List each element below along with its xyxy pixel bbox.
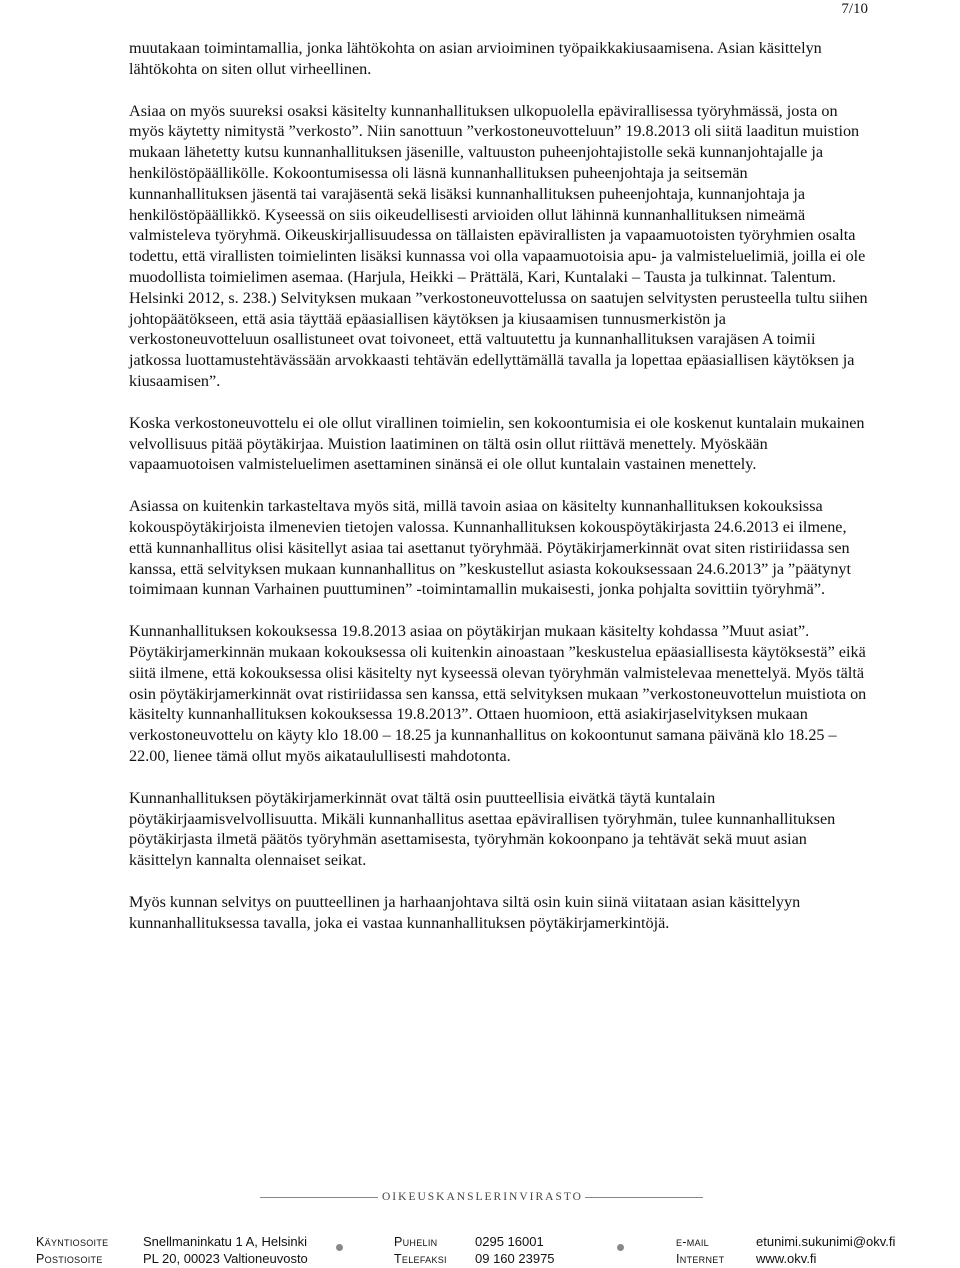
paragraph-5: Kunnanhallituksen kokouksessa 19.8.2013 asiaa on pöytäkirjan mukaan käsitelty kohdassa ”Muut asiat”. Pöytäkirjamerkinnän mukaan kokouksessa oli kuitenkin ainoastaan ”keskustelua epäasiallisesta käytöksestä” eikä siitä ilmene, että kokouksessa olisi käsitelty nyt kyseessä olevan työryhmän valmistelevaa menettelyä. Myös tältä osin pöytäkirjamerkinnät ovat ristiriidassa sen kanssa, että selvityksen mukaan ”verkostoneuvottelun muistiota on käsitelty kunnanhallituksen kokouksessa 19.8.2013”. Ottaen huomioon, että asiakirjaselvityksen mukaan verkostoneuvottelu on käyty klo 18.00 – 18.25 ja kunnanhallitus on kokoontunut samana päivänä klo 18.25 – 22.00, lienee tämä ollut myös aikataulullisesti mahdotonta. [129,622,867,765]
paragraph-1: muutakaan toimintamallia, jonka lähtökohta on asian arvioiminen työpaikkakiusaamisena. Asian käsittelyn lähtökohta on siten ollut virheellinen. [129,39,822,78]
document-body [129,38,869,954]
paragraph-2: Asiaa on myös suureksi osaksi käsitelty kunnanhallituksen ulkopuolella epävirallisessa työryhmässä, josta on myös käytetty nimitystä ”verkosto”. Niin sanottuun ”verkostoneuvotteluun” 19.8.2013 oli siitä laaditun muistion mukaan lähetetty kutsu kunnanhallituksen jäsenille, valtuuston puheenjohtajistolle sekä kunnanjohtajalle ja henkilöstöpäällikölle. Kokoontumisessa oli läsnä kunnanhallituksen puheenjohtaja ja seitsemän kunnanhallituksen jäsentä tai varajäsentä sekä lisäksi kunnanhallituksen puheenjohtaja, kunnanjohtaja ja henkilöstöpäällikkö. Kyseessä on siis oikeudellisesti arvioiden ollut lähinnä kunnanhallituksen nimeämä valmisteleva työryhmä. Oikeuskirjallisuudessa on tällaisten epävirallisten ja vapaamuotoisten työryhmien osalta todettu, että virallisten toimielinten lisäksi kunnassa voi olla vapaamuotoisia apu- ja valmisteluelimiä, joilla ei ole muodollista toimielimen asemaa. (Harjula, Heikki – Prättälä, Kari, Kuntalaki – Tausta ja tulkinnat. Talentum. Helsinki 2012, s. 238.) Selvityksen mukaan ”verkostoneuvottelussa on saatujen selvitysten perusteella tultu siihen johtopäätökseen, että asia täyttää epäasiallisen käytöksen ja kiusaamisen tunnusmerkistön ja verkostoneuvotteluun osallistuneet ovat toivoneet, että valtuutettu ja kunnanhallituksen varajäsen A toimii jatkossa luottamustehtävässään arvokkaasti tehtävän edellyttämällä tavalla ja lopettaa epäasiallisen käytöksen ja kiusaamisen”. [129,101,868,390]
footer-row-2 [0,1250,960,1268]
phone-value: 0295 16001 [475,1234,544,1249]
paragraph-4: Asiassa on kuitenkin tarkasteltava myös sitä, millä tavoin asiaa on käsitelty kunnanhallituksen kokouksissa kokouspöytäkirjoista ilmenevien tietojen valossa. Kunnanhallituksen kokouspöytäkirjasta 24.6.2013 ei ilmene, että kunnanhallitus olisi käsitellyt asiaa tai asettanut työryhmää. Pöytäkirjamerkinnät ovat siten ristiriidassa sen kanssa, että selvityksen mukaan kunnanhallitus on ”keskustellut asiasta kokouksessaan 24.6.2013” ja ”päätynyt toimimaan kunnan Varhainen puuttuminen” -toimintamallin mukaisesti, jonka pohjalta sovittiin työryhmä”. [129,497,851,599]
footer-divider-left [260,1197,378,1198]
fax-value: 09 160 23975 [475,1251,555,1266]
paragraph-6: Kunnanhallituksen pöytäkirjamerkinnät ovat tältä osin puutteellisia eivätkä täytä kuntalain pöytäkirjaamisvelvollisuutta. Mikäli kunnanhallitus asettaa epävirallisen työryhmän, tulee kunnanhallituksen pöytäkirjasta ilmetä päätös työryhmän asettamisesta, työryhmän kokoonpano ja tehtävät sekä muut asian käsittelyn kannalta olennaiset seikat. [129,788,836,870]
phone-label: Puhelin [394,1235,438,1249]
visit-address-value: Snellmaninkatu 1 A, Helsinki [143,1234,308,1249]
paragraph-3: Koska verkostoneuvottelu ei ole ollut virallinen toimielin, sen kokoontumisia ei ole koskenut kuntalain mukainen velvollisuus pitää pöytäkirjaa. Muistion laatiminen on tältä osin ollut riittävä menettely. Myöskään vapaamuotoisen valmisteluelimen asettaminen sinänsä ei ole ollut kuntalain vastainen menettely. [129,413,865,474]
email-label: e-mail [676,1235,709,1249]
internet-label: Internet [676,1252,725,1266]
paragraph-7: Myös kunnan selvitys on puutteellinen ja harhaanjohtava siltä osin kuin siinä viitataan asian käsittelyyn kunnanhallituksessa tavalla, joka ei vastaa kunnanhallituksen pöytäkirjamerkintöjä. [129,892,801,932]
footer-divider-right [585,1197,703,1198]
page-number: 7/10 [841,1,868,17]
internet-value[interactable]: www.okv.fi [756,1251,817,1266]
postal-address-label: Postiosoite [36,1252,103,1266]
fax-label: Telefaksi [394,1252,447,1266]
footer-organization: OIKEUSKANSLERINVIRASTO [382,1191,583,1203]
footer-row-1 [0,1233,960,1251]
email-value[interactable]: etunimi.sukunimi@okv.fi [756,1234,896,1249]
postal-address-value: PL 20, 00023 Valtioneuvosto [143,1251,308,1266]
visit-address-label: Käyntiosoite [36,1235,109,1249]
